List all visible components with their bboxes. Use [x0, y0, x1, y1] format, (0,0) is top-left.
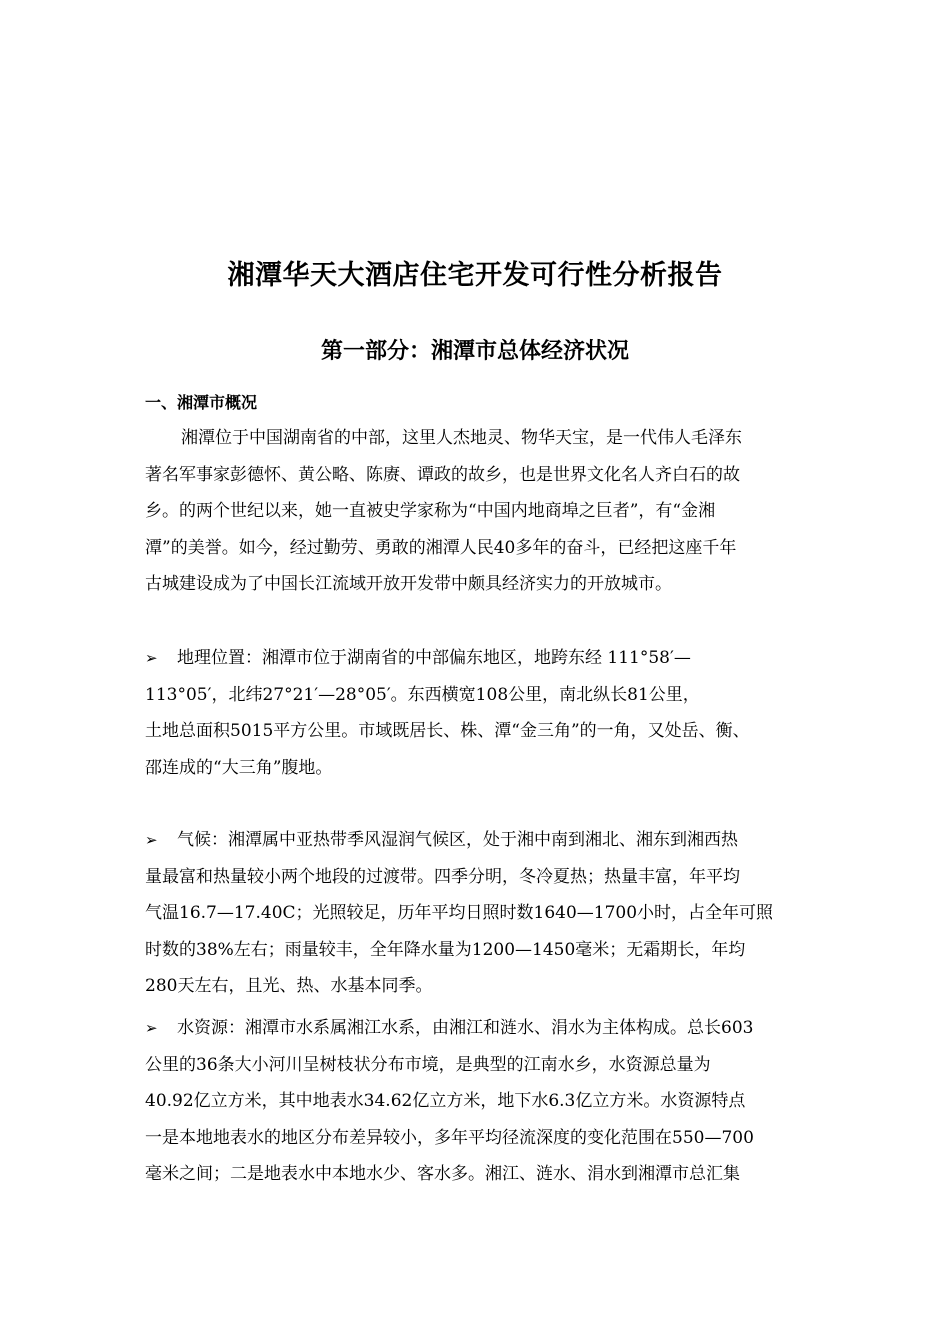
document-title: 湘潭华天大酒店住宅开发可行性分析报告 [227, 260, 723, 291]
geography-paragraph [145, 640, 835, 786]
intro-paragraph [145, 420, 835, 603]
paragraph-line: 气温16.7—17.40C；光照较足，历年平均日照时数1640—1700小时，占全年可照 [145, 903, 774, 923]
paragraph-line: 280天左右，且光、热、水基本同季。 [145, 976, 433, 996]
paragraph-line: 湘潭位于中国湖南省的中部，这里人杰地灵、物华天宝，是一代伟人毛泽东 [181, 428, 742, 448]
paragraph-line-text: 气候：湘潭属中亚热带季风湿润气候区，处于湘中南到湘北、湘东到湘西热 [177, 830, 738, 850]
water-resources-paragraph [145, 1010, 835, 1193]
paragraph-line: 毫米之间；二是地表水中本地水少、客水多。湘江、涟水、涓水到湘潭市总汇集 [145, 1164, 740, 1184]
section-heading: 一、湘潭市概况 [145, 393, 258, 412]
bullet-arrow-icon: ➢ [145, 1019, 158, 1037]
paragraph-line: 古城建设成为了中国长江流域开放开发带中颇具经济实力的开放城市。 [145, 574, 672, 594]
paragraph-line: 113°05′，北纬27°21′—28°05′。东西横宽108公里，南北纵长81公里， [145, 684, 700, 705]
paragraph-line-text: 水资源：湘潭市水系属湘江水系，由湘江和涟水、涓水为主体构成。总长603 [177, 1018, 754, 1038]
paragraph-line: 著名军事家彭德怀、黄公略、陈赓、谭政的故乡，也是世界文化名人齐白石的故 [145, 464, 740, 485]
paragraph-line: 40.92亿立方米，其中地表水34.62亿立方米，地下水6.3亿立方米。水资源特点 [145, 1091, 746, 1111]
paragraph-line: 邵连成的“大三角”腹地。 [145, 757, 333, 778]
paragraph-line: 时数的38%左右；雨量较丰，全年降水量为1200—1450毫米；无霜期长，年均 [145, 939, 746, 960]
climate-paragraph [145, 822, 835, 1005]
paragraph-line [145, 1010, 835, 1047]
paragraph-line: 土地总面积5015平方公里。市域既居长、株、潭“金三角”的一角，又处岳、衡、 [145, 721, 750, 741]
part-title: 第一部分：湘潭市总体经济状况 [320, 339, 629, 364]
paragraph-line [145, 822, 835, 859]
bullet-arrow-icon: ➢ [145, 649, 158, 667]
paragraph-line: 潭”的美誉。如今，经过勤劳、勇敢的湘潭人民40多年的奋斗，已经把这座千年 [145, 537, 737, 558]
paragraph-line: 乡。的两个世纪以来，她一直被史学家称为“中国内地商埠之巨者”，有“金湘 [145, 501, 716, 521]
paragraph-line-text: 地理位置：湘潭市位于湖南省的中部偏东地区，地跨东经 111°58′— [177, 648, 691, 668]
paragraph-line: 公里的36条大小河川呈树枝状分布市境，是典型的江南水乡，水资源总量为 [145, 1054, 711, 1075]
paragraph-line [145, 640, 835, 677]
bullet-arrow-icon: ➢ [145, 831, 158, 849]
paragraph-line: 量最富和热量较小两个地段的过渡带。四季分明，冬冷夏热；热量丰富，年平均 [145, 866, 740, 887]
paragraph-line: 一是本地地表水的地区分布差异较小，多年平均径流深度的变化范围在550—700 [145, 1127, 754, 1148]
